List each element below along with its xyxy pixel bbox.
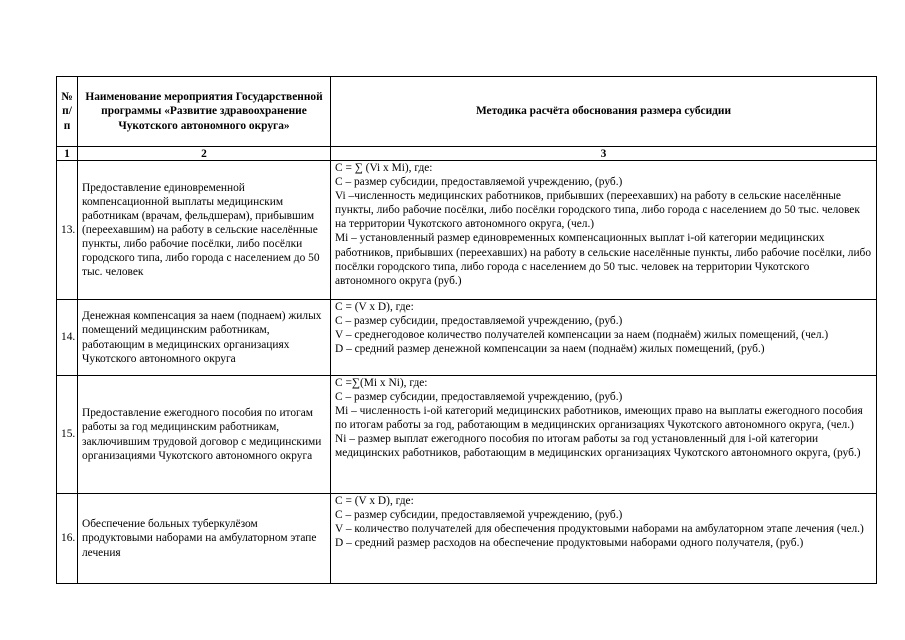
subsidy-methodology-table — [56, 76, 877, 584]
measure-name: Предоставление единовременной компенсационной выплаты медицинским работникам (врачам, фельдшерам), прибывшим (переехавшим) на работу в сельские населённые пункты, либо рабочие посёлки, либо посёлки городского типа, либо города с населением до 50 тыс. человек — [78, 161, 331, 300]
calculation-method — [331, 161, 877, 300]
calculation-method — [331, 300, 877, 376]
measure-name: Предоставление ежегодного пособия по итогам работы за год медицинским работникам, заключившим трудовой договор с медицинскими организациями Чукотского автономного округа — [78, 376, 331, 494]
method-line: С = (V x D), где: — [335, 301, 414, 313]
measure-name: Обеспечение больных туберкулёзом продуктовыми наборами на амбулаторном этапе лечения — [78, 494, 331, 584]
method-line: С = (V x D), где: — [335, 495, 414, 507]
method-line: V – среднегодовое количество получателей компенсации за наем (поднаём) жилых помещений, (чел.) — [335, 329, 829, 342]
calculation-method — [331, 376, 877, 494]
method-line: Mi – установленный размер единовременных компенсационных выплат i-ой категории медицинских работников, прибывших (переехавших) на работу в сельские населённые пункты, либо рабочие посёлки, либо посёлки городского типа, либо города с населением до 50 тыс. человек на территории Чукотского автономного округа (руб.) — [335, 232, 872, 287]
table-row — [57, 376, 877, 494]
measure-name: Денежная компенсация за наем (поднаем) жилых помещений медицинским работникам, работающим в медицинских организациях Чукотского автономного округа — [78, 300, 331, 376]
table-header-row — [57, 77, 877, 147]
method-line: С =∑(Mi x Ni), где: — [335, 377, 428, 389]
column-number: 2 — [78, 147, 331, 161]
method-line: D – средний размер денежной компенсации за наем (поднаём) жилых помещений, (руб.) — [335, 343, 765, 356]
header-name: Наименование мероприятия Государственной программы «Развитие здравоохранение Чукотского автономного округа» — [78, 77, 331, 147]
method-line: Mi – численность i-ой категорий медицинских работников, имеющих право на выплаты ежегодного пособия по итогам работы за год, работающим в медицинских организациях Чукотского автономного округа, (чел.) — [335, 405, 863, 432]
row-number: 13. — [57, 161, 78, 300]
method-line: Vi –численность медицинских работников, прибывших (переехавших) на работу в сельские населённые пункты, либо рабочие посёлки, либо посёлки городского типа, либо города с населением до 50 тыс. человек на территории Чукотского автономного округа, (чел.) — [335, 190, 860, 231]
table-row — [57, 300, 877, 376]
method-line: С – размер субсидии, предоставляемой учреждению, (руб.) — [335, 315, 623, 328]
method-line: V – количество получателей для обеспечения продуктовыми наборами на амбулаторном этапе лечения (чел.) — [335, 523, 864, 536]
method-line: D – средний размер расходов на обеспечение продуктовыми наборами одного получателя, (руб.) — [335, 537, 804, 550]
header-num: № п/п — [57, 77, 78, 147]
table-row — [57, 494, 877, 584]
method-line: С – размер субсидии, предоставляемой учреждению, (руб.) — [335, 176, 623, 189]
method-line: С = ∑ (Vi x Mi), где: — [335, 162, 433, 174]
column-number: 1 — [57, 147, 78, 161]
method-line: С – размер субсидии, предоставляемой учреждению, (руб.) — [335, 509, 623, 522]
row-number: 16. — [57, 494, 78, 584]
header-method: Методика расчёта обоснования размера субсидии — [331, 77, 877, 147]
method-line: С – размер субсидии, предоставляемой учреждению, (руб.) — [335, 391, 623, 404]
method-line: Ni – размер выплат ежегодного пособия по итогам работы за год установленный для i-ой категории медицинских работников, работающим в медицинских организациях Чукотского автономного округа, (руб.) — [335, 433, 861, 460]
column-number-row — [57, 147, 877, 161]
calculation-method — [331, 494, 877, 584]
row-number: 15. — [57, 376, 78, 494]
row-number: 14. — [57, 300, 78, 376]
table-row — [57, 161, 877, 300]
column-number: 3 — [331, 147, 877, 161]
